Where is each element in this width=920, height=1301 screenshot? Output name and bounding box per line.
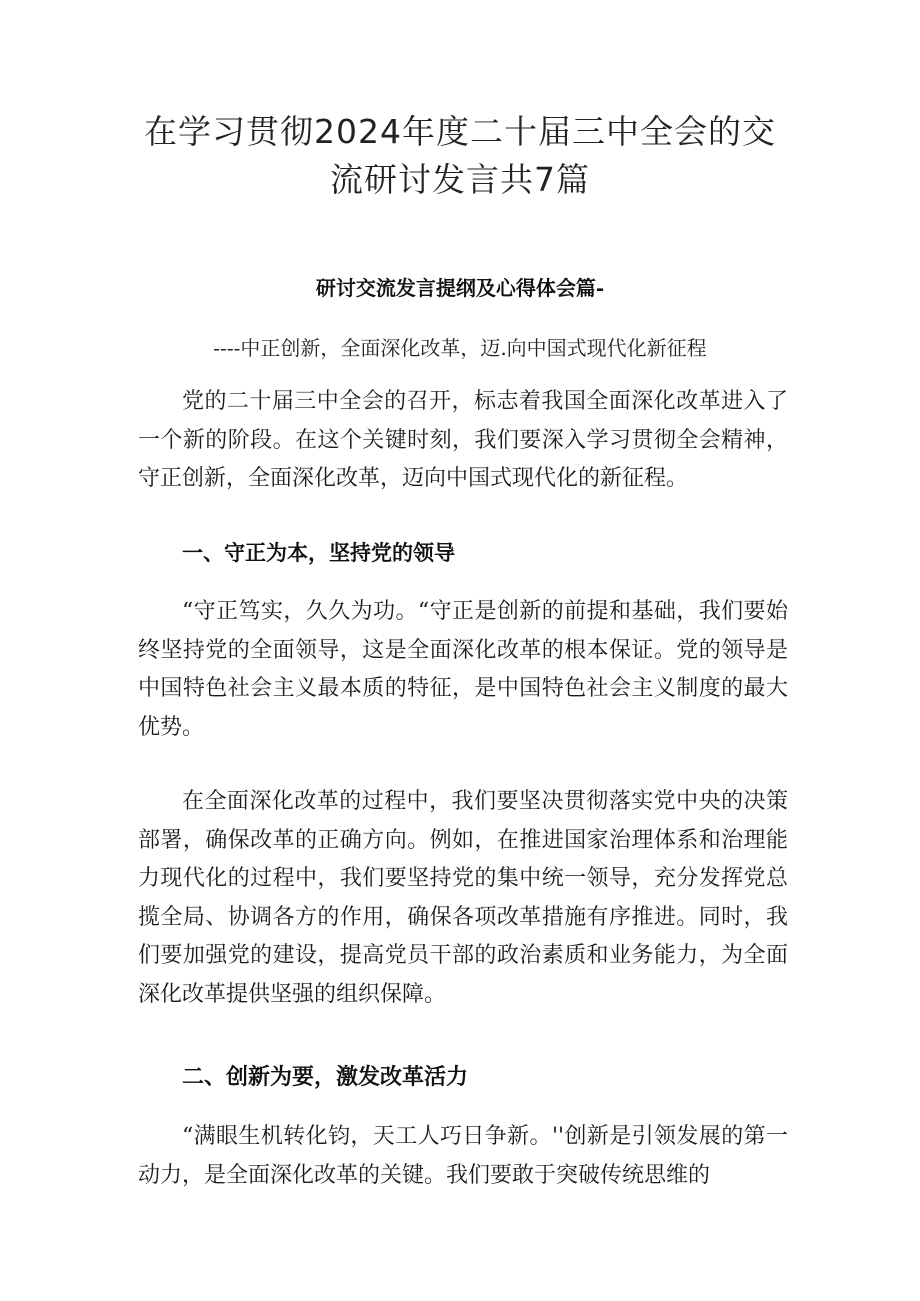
heading-1: 一、守正为本，坚持党的领导 (182, 540, 455, 565)
heading-2: 二、创新为要，激发改革活力 (182, 1065, 469, 1090)
document-title (100, 108, 820, 204)
document-title-line-2: 流研讨发言共7篇 (330, 160, 590, 199)
section-title: 研讨交流发言提纲及心得体会篇- (315, 276, 605, 300)
paragraph-3: 在全面深化改革的过程中，我们要坚决贯彻落实党中央的决策部署，确保改革的正确方向。例如，在推进国家治理体系和治理能力现代化的过程中，我们要坚持党的集中统一领导，充分发挥党总揽全局、协调各方的作用，确保各项改革措施有序推进。同时，我们要加强党的建设，提高党员干部的政治素质和业务能力，为全面深化改革提供坚强的组织保障。 (138, 789, 788, 1007)
document-title-line-1: 在学习贯彻2024年度二十届三中全会的交 (144, 112, 776, 151)
paragraph-2: “守正笃实，久久为功。“守正是创新的前提和基础，我们要始终坚持党的全面领导，这是全面深化改革的根本保证。党的领导是中国特色社会主义最本质的特征，是中国特色社会主义制度的最大优势。 (138, 599, 788, 740)
paragraph-intro: 党的二十届三中全会的召开，标志着我国全面深化改革进入了一个新的阶段。在这个关键时刻，我们要深入学习贯彻全会精神，守正创新，全面深化改革，迈向中国式现代化的新征程。 (138, 389, 788, 491)
paragraph-4: “满眼生机转化钧，天工人巧日争新。''创新是引领发展的第一动力，是全面深化改革的关键。我们要敢于突破传统思维的 (138, 1124, 788, 1188)
section-subtitle: ----中正创新，全面深化改革，迈.向中国式现代化新征程 (213, 336, 707, 360)
